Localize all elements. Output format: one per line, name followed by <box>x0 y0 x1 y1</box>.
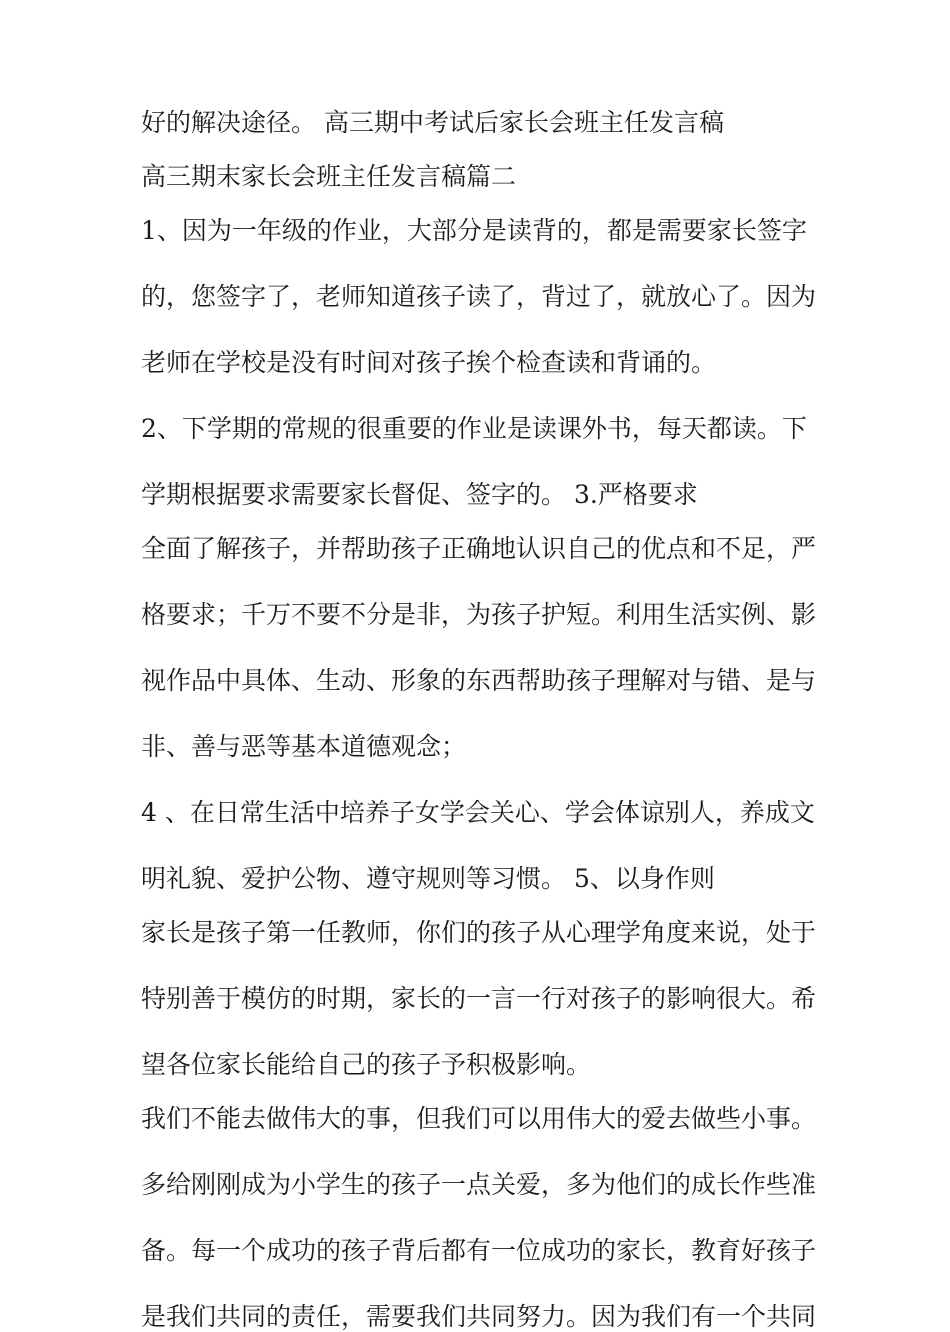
text-line: 家长是孩子第一任教师，你们的孩子从心理学角度来说，处于 <box>141 918 817 947</box>
text-line: 1、因为一年级的作业，大部分是读背的，都是需要家长签字 <box>141 216 807 245</box>
text-line: 是我们共同的责任，需要我们共同努力。因为我们有一个共同 <box>141 1302 817 1331</box>
text-line: 多给刚刚成为小学生的孩子一点关爱，多为他们的成长作些准 <box>141 1170 817 1199</box>
text-line: 明礼貌、爱护公物、遵守规则等习惯。 5、以身作则 <box>141 864 715 893</box>
text-line: 备。每一个成功的孩子背后都有一位成功的家长，教育好孩子 <box>141 1236 817 1265</box>
text-line: 高三期末家长会班主任发言稿篇二 <box>141 162 517 191</box>
document-body <box>141 108 821 1332</box>
text-line: 望各位家长能给自己的孩子予积极影响。 <box>141 1050 592 1079</box>
text-line: 2、下学期的常规的很重要的作业是读课外书，每天都读。下 <box>141 414 807 443</box>
text-line: 老师在学校是没有时间对孩子挨个检查读和背诵的。 <box>141 348 717 377</box>
text-line: 4 、在日常生活中培养子女学会关心、学会体谅别人，养成文 <box>141 798 815 827</box>
text-line: 格要求；千万不要不分是非，为孩子护短。利用生活实例、影 <box>141 600 817 629</box>
text-line: 的，您签字了，老师知道孩子读了，背过了，就放心了。因为 <box>141 282 817 311</box>
text-line: 全面了解孩子，并帮助孩子正确地认识自己的优点和不足，严 <box>141 534 817 563</box>
text-line: 好的解决途径。 高三期中考试后家长会班主任发言稿 <box>141 108 724 137</box>
text-line: 特别善于模仿的时期，家长的一言一行对孩子的影响很大。希 <box>141 984 817 1013</box>
text-line: 非、善与恶等基本道德观念； <box>141 732 467 761</box>
text-line: 学期根据要求需要家长督促、签字的。 3.严格要求 <box>141 480 698 509</box>
text-line: 视作品中具体、生动、形象的东西帮助孩子理解对与错、是与 <box>141 666 817 695</box>
text-line: 我们不能去做伟大的事，但我们可以用伟大的爱去做些小事。 <box>141 1104 817 1133</box>
